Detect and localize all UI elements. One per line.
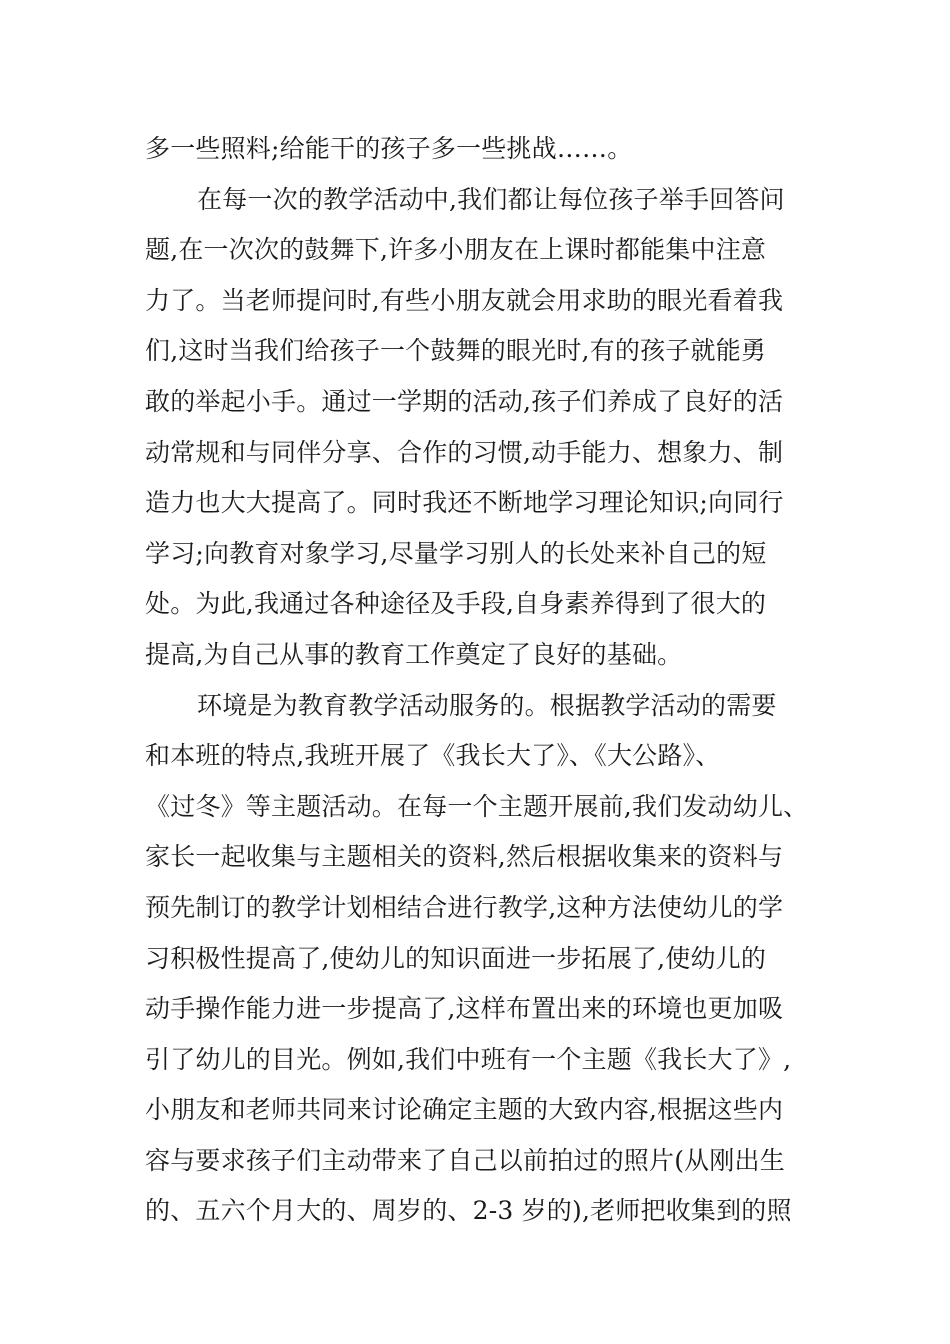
- paragraph-start-line: 在每一次的教学活动中,我们都让每位孩子举手回答问: [197, 184, 785, 214]
- text-line: 预先制订的教学计划相结合进行教学,这种方法使幼儿的学: [145, 892, 784, 922]
- text-line: 的、五六个月大的、周岁的、2-3 岁的),老师把收集到的照: [145, 1196, 792, 1226]
- text-line: 提高,为自己从事的教育工作奠定了良好的基础。: [145, 639, 683, 669]
- text-line: 多一些照料;给能干的孩子多一些挑战……。: [145, 134, 633, 163]
- text-line: 家长一起收集与主题相关的资料,然后根据收集来的资料与: [145, 842, 784, 872]
- text-line: 习积极性提高了,使幼儿的知识面进一步拓展了,使幼儿的: [145, 943, 767, 973]
- text-line: 小朋友和老师共同来讨论确定主题的大致内容,根据这些内: [145, 1095, 784, 1125]
- text-line: 学习;向教育对象学习,尽量学习别人的长处来补自己的短: [145, 538, 767, 568]
- body-text: [145, 124, 845, 1237]
- text-line: 处。为此,我通过各种途径及手段,自身素养得到了很大的: [145, 589, 767, 619]
- text-line: 题,在一次次的鼓舞下,许多小朋友在上课时都能集中注意: [145, 235, 767, 265]
- text-line: 和本班的特点,我班开展了《我长大了》、《大公路》、: [145, 741, 721, 771]
- text-line: 力了。当老师提问时,有些小朋友就会用求助的眼光看着我: [145, 285, 784, 315]
- text-line: 《过冬》等主题活动。在每一个主题开展前,我们发动幼儿、: [145, 791, 809, 821]
- text-line: 造力也大大提高了。同时我还不断地学习理论知识;向同行: [145, 488, 784, 518]
- text-line: 容与要求孩子们主动带来了自己以前拍过的照片(从刚出生: [145, 1145, 785, 1175]
- text-line: 动常规和与同伴分享、合作的习惯,动手能力、想象力、制: [145, 437, 784, 467]
- text-line: 们,这时当我们给孩子一个鼓舞的眼光时,有的孩子就能勇: [145, 336, 767, 366]
- text-line: 动手操作能力进一步提高了,这样布置出来的环境也更加吸: [145, 994, 784, 1024]
- text-line: 引了幼儿的目光。例如,我们中班有一个主题《我长大了》,: [145, 1044, 792, 1074]
- paragraph-start-line: 环境是为教育教学活动服务的。根据教学活动的需要: [197, 690, 777, 720]
- text-line: 敢的举起小手。通过一学期的活动,孩子们养成了良好的活: [145, 386, 784, 416]
